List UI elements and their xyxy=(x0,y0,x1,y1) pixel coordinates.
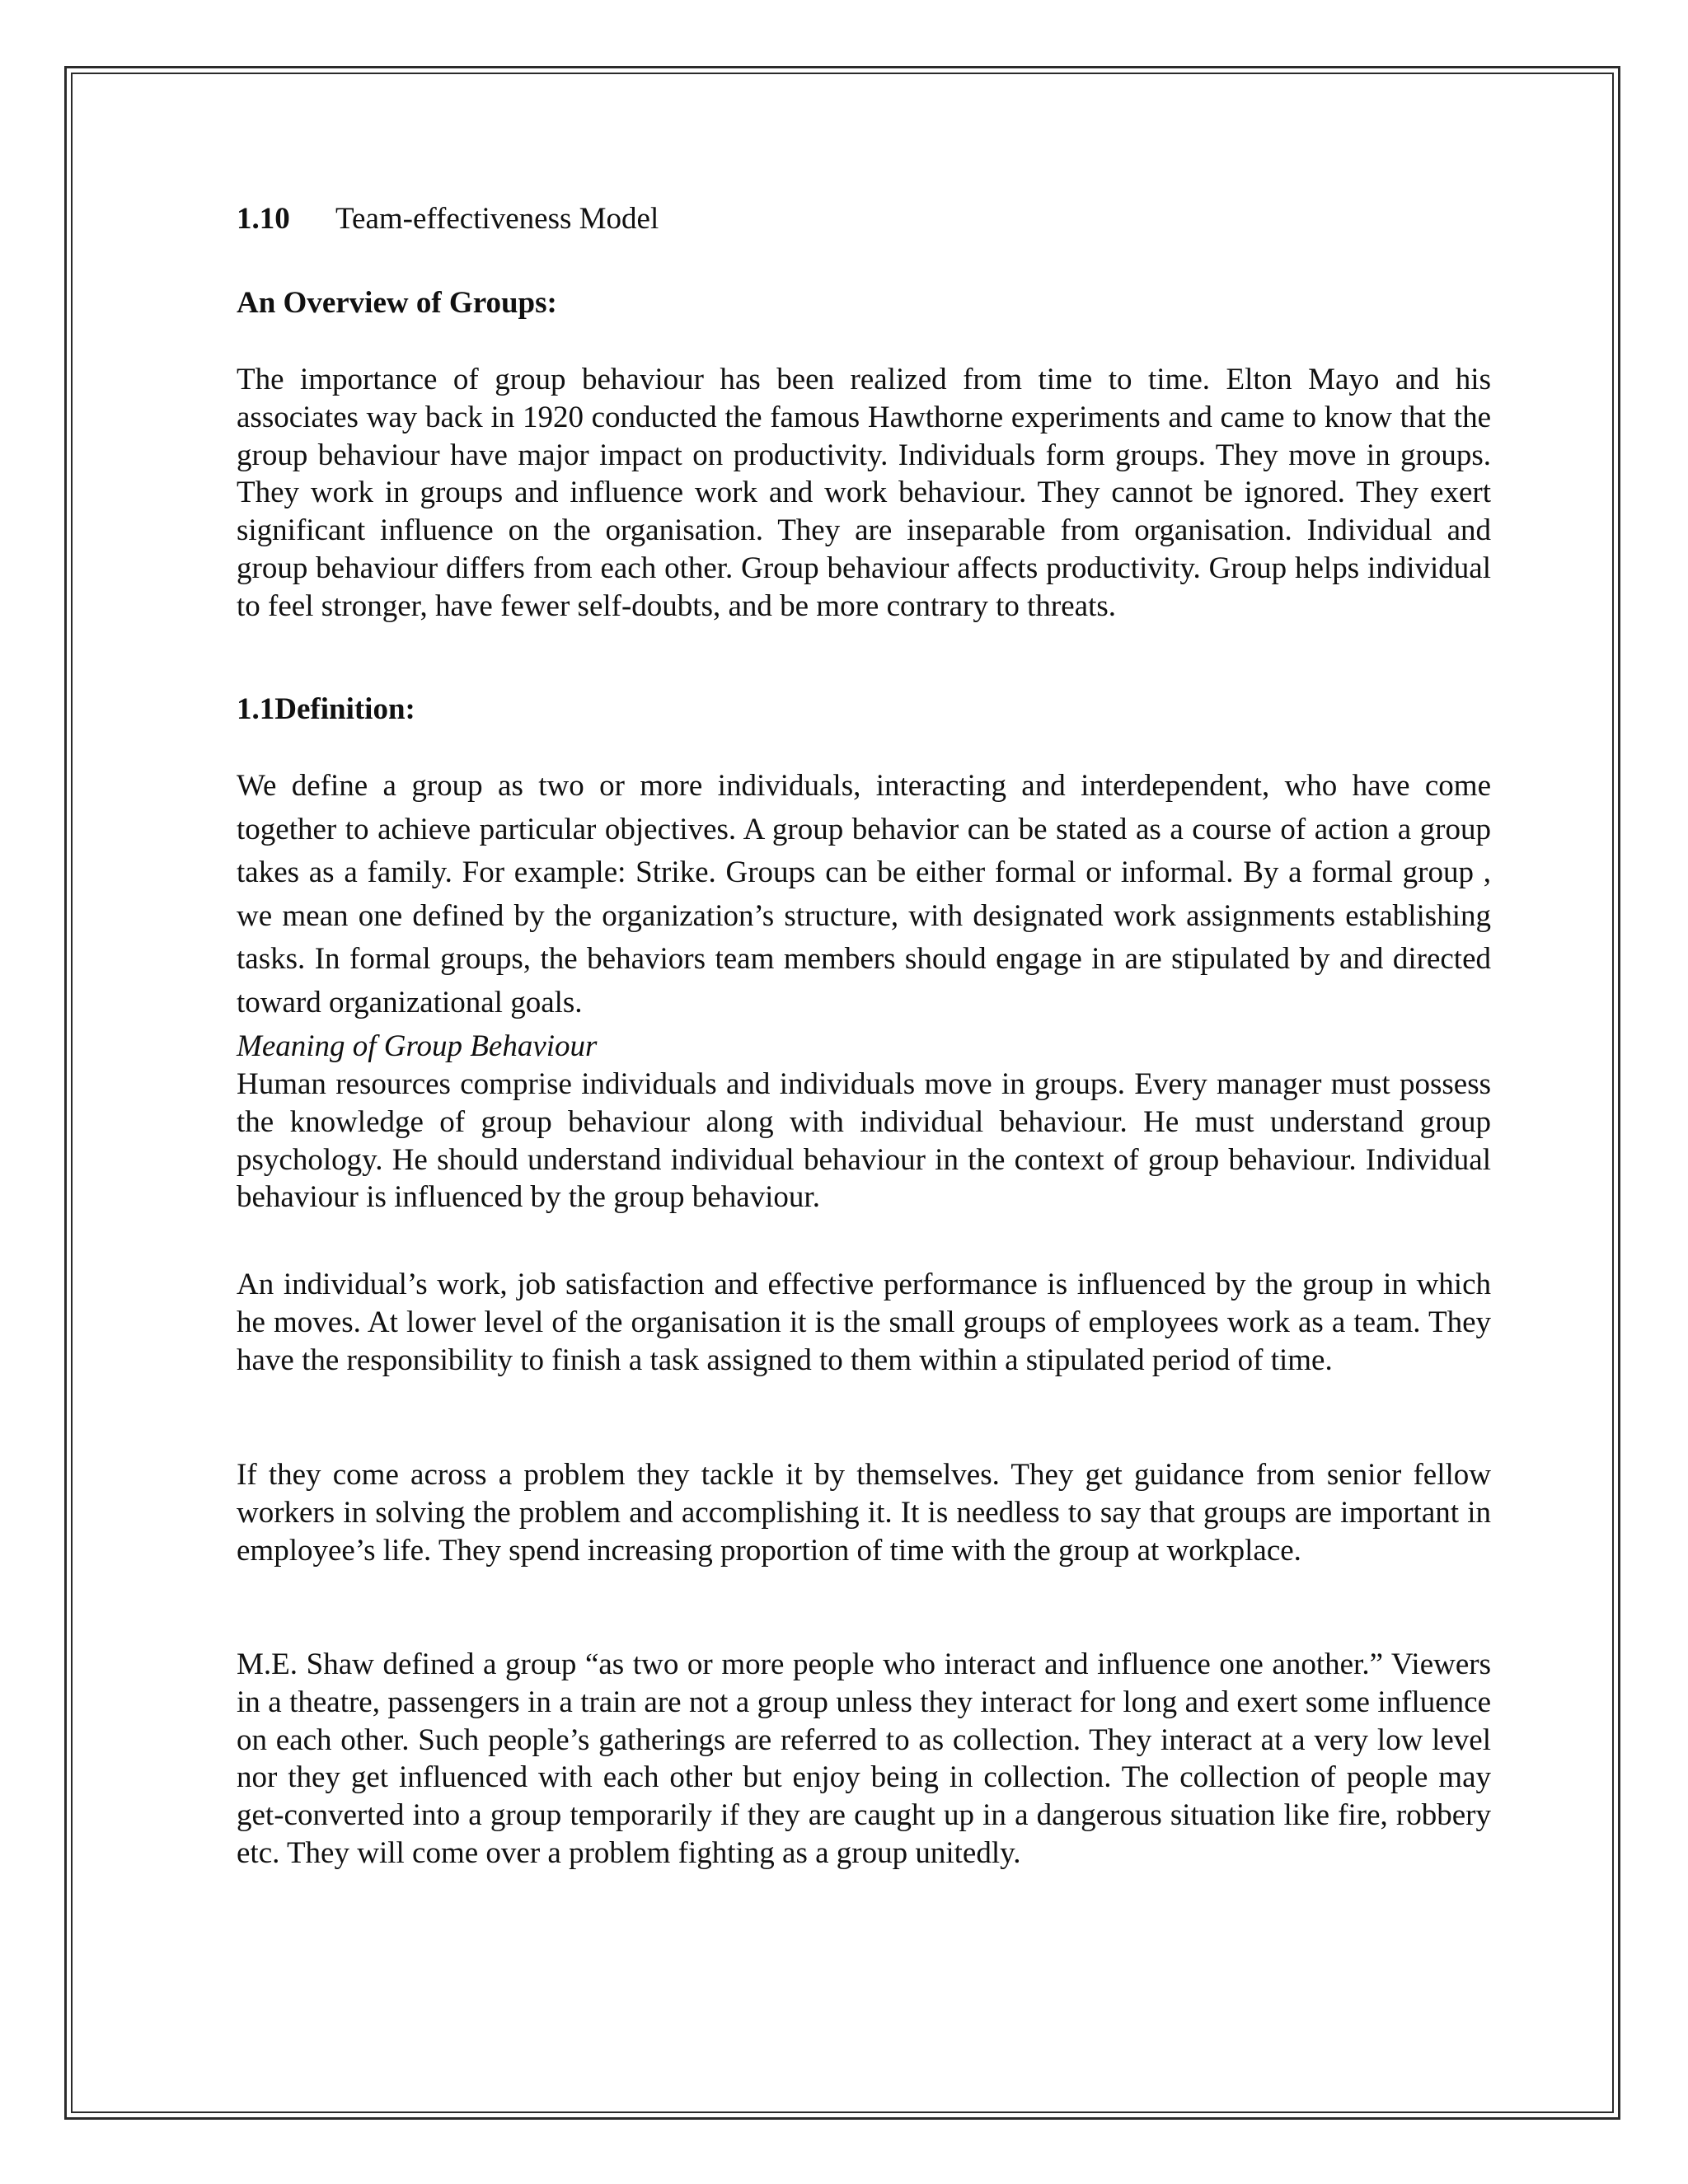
meaning-paragraph-4-block xyxy=(237,1646,1491,1872)
section-heading xyxy=(237,198,659,241)
definition-heading-block xyxy=(237,688,1491,731)
definition-section xyxy=(237,765,1491,1025)
section-number: 1.10 xyxy=(237,202,290,236)
definition-heading: 1.1Definition: xyxy=(237,692,415,726)
meaning-heading: Meaning of Group Behaviour xyxy=(237,1029,598,1063)
definition-paragraph: We define a group as two or more individuals, interacting and interdependent, who have come together to achieve particular objectives. A group behavior can be stated as a course of action a group takes as a family. For example: Strike. Groups can be either formal or informal. By a formal group , we mean one defined by the organization’s structure, with designated work assignments establishing tasks. In formal groups, the behaviors team members should engage in are stipulated by and directed toward organizational goals. xyxy=(237,769,1491,1019)
overview-heading: An Overview of Groups: xyxy=(237,286,557,320)
meaning-section xyxy=(237,1028,1491,1216)
overview-paragraph: The importance of group behaviour has been realized from time to time. Elton Mayo and his associates way back in 1920 conducted the famous Hawthorne experiments and came to know that the group behaviour have major impact on productivity. Individuals form groups. They move in groups. They work in groups and influence work and work behaviour. They cannot be ignored. They exert significant influence on the organisation. They are inseparable from organisation. Individual and group behaviour differs from each other. Group behaviour affects productivity. Group helps individual to feel stronger, have fewer self-doubts, and be more contrary to threats. xyxy=(237,363,1491,623)
overview-section xyxy=(237,361,1491,626)
meaning-paragraph-4: M.E. Shaw defined a group “as two or more people who interact and influence one another.” Viewers in a theatre, passengers in a train are not a group unless they interact for long and exert some influence on each other. Such people’s gatherings are referred to as collection. They interact at a very low level nor they get influenced with each other but enjoy being in collection. The collection of people may get-converted into a group temporarily if they are caught up in a dangerous situation like fire, robbery etc. They will come over a problem fighting as a group unitedly. xyxy=(237,1647,1491,1870)
meaning-paragraph-2-block xyxy=(237,1266,1491,1379)
overview-heading-block xyxy=(237,282,1491,325)
meaning-paragraph-2: An individual’s work, job satisfaction and effective performance is influenced by the group in which he moves. At lower level of the organisation it is the small groups of employees work as a team. They have the responsibility to finish a task assigned to them within a stipulated period of time. xyxy=(237,1268,1491,1377)
meaning-paragraph-1: Human resources comprise individuals and individuals move in groups. Every manager must possess the knowledge of group behaviour along with individual behaviour. He must understand group psychology. He should understand individual behaviour in the context of group behaviour. Individual behaviour is influenced by the group behaviour. xyxy=(237,1067,1491,1215)
meaning-paragraph-3: If they come across a problem they tackle it by themselves. They get guidance from senior fellow workers in solving the problem and accomplishing it. It is needless to say that groups are important in employee’s life. They spend increasing proportion of time with the group at workplace. xyxy=(237,1458,1491,1568)
section-title: Team-effectiveness Model xyxy=(335,202,659,236)
meaning-paragraph-3-block xyxy=(237,1456,1491,1569)
